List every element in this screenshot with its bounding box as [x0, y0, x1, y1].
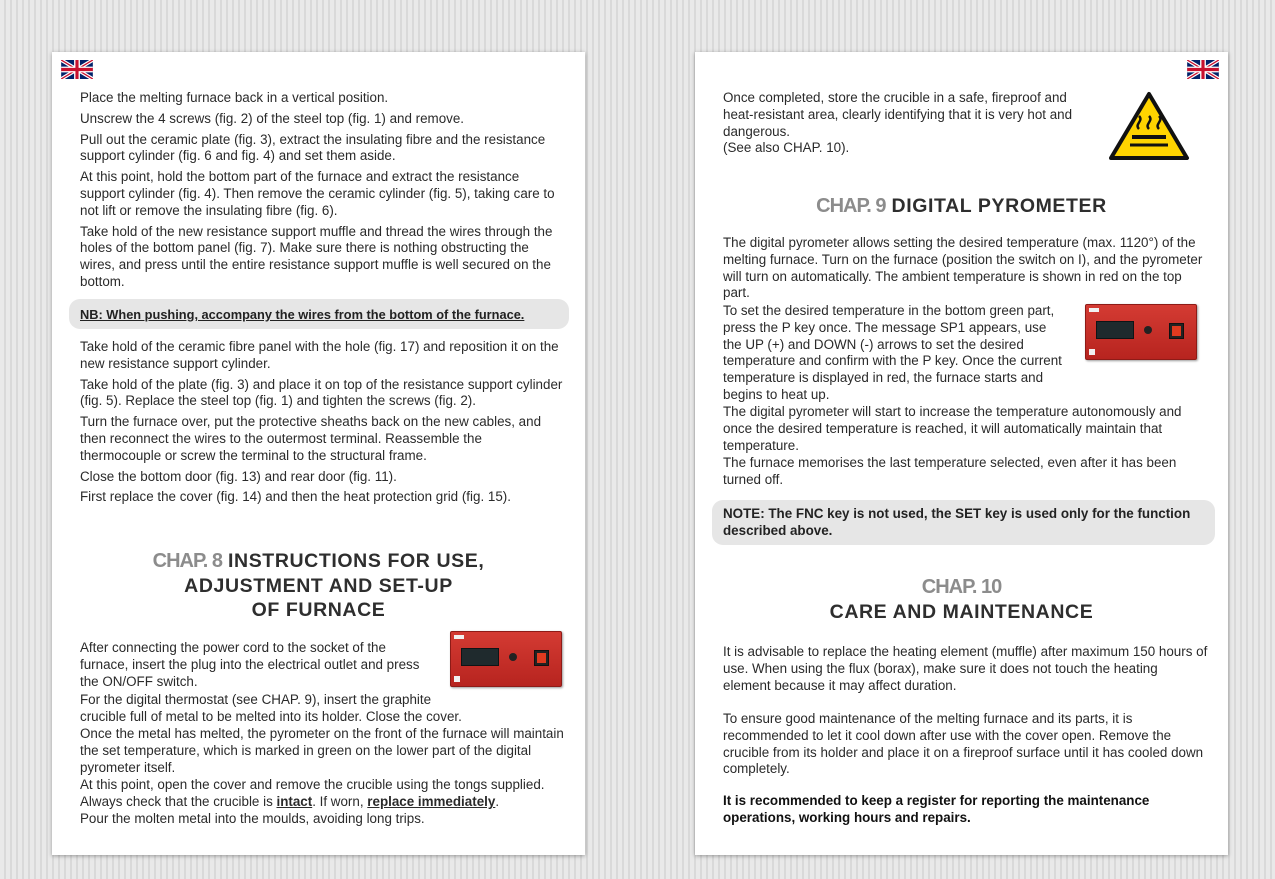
chapter-title-line-2: ADJUSTMENT AND SET-UP: [184, 574, 453, 597]
paragraph: Take hold of the ceramic fibre panel with the hole (fig. 17) and reposition it on the new resistance support cylinder.: [80, 339, 559, 371]
paragraph: Turn the furnace over, put the protective sheaths back on the new cables, and then reconnect the wires to the outermost terminal. Reassemble the thermocouple or screw the terminal to the structural frame.: [80, 414, 542, 463]
chap9-heading: [695, 194, 1228, 219]
chapter-title: DIGITAL PYROMETER: [891, 195, 1107, 217]
paragraph: Take hold of the plate (fig. 3) and place it on top of the resistance support cylinder (fig. 5). Replace the steel top (fig. 1) and tighten the screws (fig. 2).: [80, 376, 563, 409]
chap8-p1: After connecting the power cord to the socket of the furnace, insert the plug into the electrical outlet and press the ON/OFF switch.: [80, 640, 420, 689]
chap8-p3: Once the metal has melted, the pyrometer on the front of the furnace will maintain the set temperature, which is marked in green on the lower part of the digital pyrometer itself.: [80, 726, 564, 775]
nb-note-text: NB: When pushing, accompany the wires from the bottom of the furnace.: [80, 307, 525, 322]
storage-intro: [723, 90, 1091, 157]
reassembly-steps: [80, 339, 565, 506]
paragraph: Pull out the ceramic plate (fig. 3), extract the insulating fibre and the resistance support cylinder (fig. 6 and fig. 4) and set them aside.: [80, 131, 546, 164]
furnace-control-panel-image: [450, 631, 562, 687]
chap8-p6: Pour the molten metal into the moulds, avoiding long trips.: [80, 811, 425, 826]
paragraph: Close the bottom door (fig. 13) and rear door (fig. 11).: [80, 468, 397, 484]
uk-flag-icon: [1187, 60, 1219, 79]
note-box: [712, 500, 1215, 545]
chap8-heading: [52, 549, 585, 623]
uk-flag-icon: [61, 60, 93, 79]
chap10-heading: [695, 575, 1228, 624]
paragraph: Take hold of the new resistance support muffle and thread the wires through the holes of the bottom panel (fig. 7). Make sure there is nothing obstructing the wires, and press until the entire resistance support muffle is well secured on the bottom.: [80, 223, 553, 289]
text-run: .: [495, 794, 500, 809]
chap8-p2: For the digital thermostat (see CHAP. 9), insert the graphite crucible full of metal to be melted into its holder. Close the cover.: [80, 692, 462, 724]
chapter-title-line-1: INSTRUCTIONS FOR USE,: [228, 550, 485, 572]
chapter-title-line-3: OF FURNACE: [251, 599, 386, 621]
chap10-p2: To ensure good maintenance of the melting furnace and its parts, it is recommended to let it cool down after use with the cover open. Remove the crucible from its holder and place it on a fireproof surface until it has cooled down completely.: [723, 711, 1204, 777]
chapter-number: CHAP. 8: [152, 550, 222, 572]
emphasis-replace: replace immediately: [367, 794, 496, 809]
emphasis-intact: intact: [276, 794, 313, 809]
furnace-control-panel-image: [1085, 304, 1197, 360]
chap8-p4: At this point, open the cover and remove the crucible using the tongs supplied.: [80, 777, 545, 792]
paragraph: (See also CHAP. 10).: [723, 140, 850, 156]
right-page: [695, 52, 1228, 855]
paragraph: Place the melting furnace back in a vertical position.: [80, 90, 389, 105]
chap9-p4: The furnace memorises the last temperature selected, even after it has been turned off.: [723, 455, 1177, 487]
text-run: Always check that the crucible is: [80, 794, 277, 809]
chap10-p3: It is recommended to keep a register for reporting the maintenance operations, working hours and repairs.: [723, 793, 1150, 825]
paragraph: First replace the cover (fig. 14) and then the heat protection grid (fig. 15).: [80, 489, 511, 505]
hot-surface-warning-icon: [1108, 91, 1190, 161]
chapter-title: CARE AND MAINTENANCE: [829, 600, 1094, 623]
chap9-p2: To set the desired temperature in the bottom green part, press the P key once. The message SP1 appears, use the UP (+) and DOWN (-) arrows to set the desired temperature and confirm with the P key. Once the current temperature is displayed in red, the furnace starts and begins to heat up.: [723, 303, 1062, 402]
intro-steps: [80, 90, 565, 291]
paragraph: Unscrew the 4 screws (fig. 2) of the steel top (fig. 1) and remove.: [80, 110, 465, 126]
chap10-p1: It is advisable to replace the heating element (muffle) after maximum 150 hours of use. When using the flux (borax), make sure it does not touch the heating element because it may affect duration.: [723, 644, 1208, 693]
paragraph: At this point, hold the bottom part of the furnace and extract the resistance support cylinder (fig. 4). Then remove the ceramic cylinder (fig. 5), taking care to not lift or remove the insulating fibre (fig. 6).: [80, 169, 555, 218]
chapter-number: CHAP. 9: [816, 195, 886, 217]
note-text: NOTE: The FNC key is not used, the SET key is used only for the function described above.: [723, 506, 1191, 538]
chapter-number: CHAP. 10: [921, 576, 1002, 598]
text-run: . If worn,: [312, 794, 368, 809]
chap9-p1: The digital pyrometer allows setting the desired temperature (max. 1120°) of the melting furnace. Turn on the furnace (position the switch on I), and the pyrometer will turn on automatically. The ambient temperature is shown in red on the top part.: [723, 235, 1203, 301]
nb-note-box: [69, 299, 569, 329]
chap9-p3: The digital pyrometer will start to increase the temperature autonomously and once the desired temperature is reached, it will automatically maintain that temperature.: [723, 404, 1182, 453]
paragraph: Once completed, store the crucible in a safe, fireproof and heat-resistant area, clearly identifying that it is very hot and dangerous.: [723, 90, 1073, 139]
chap8-p5: [80, 794, 565, 811]
left-page: [52, 52, 585, 855]
